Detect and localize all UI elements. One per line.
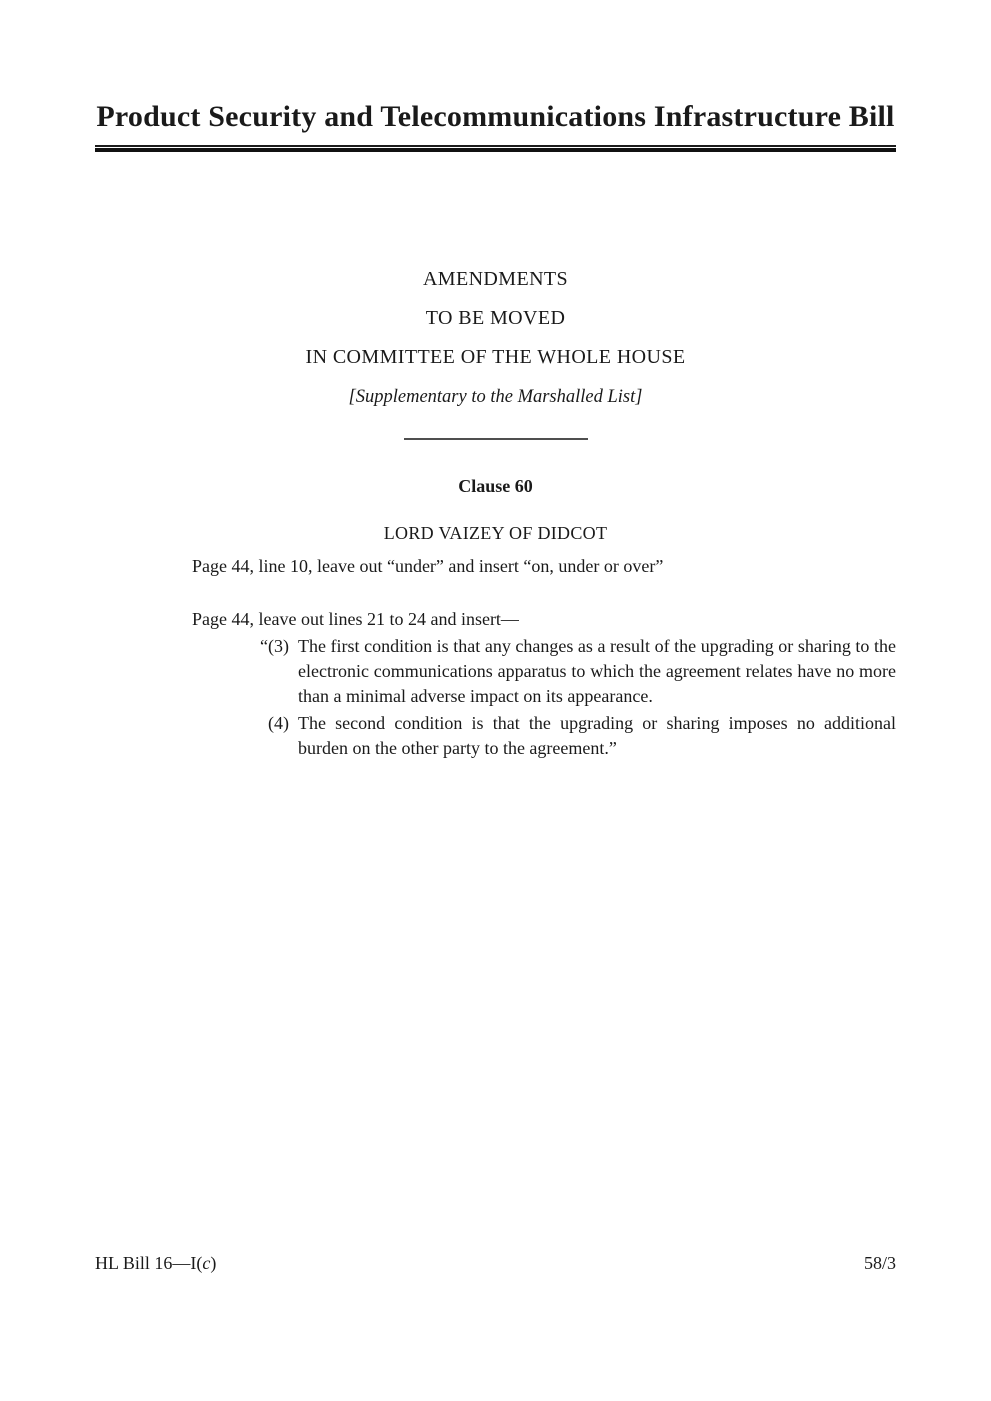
heading-line-committee: IN COMMITTEE OF THE WHOLE HOUSE <box>305 345 686 368</box>
page-footer <box>95 1253 896 1274</box>
heading-line-amendments: AMENDMENTS <box>422 267 569 290</box>
footer-page-ref: 58/3 <box>863 1253 896 1273</box>
clause-section <box>95 476 896 761</box>
subsection-4-text: The second condition is that the upgrading or sharing imposes no additional burden on the other party to the agreement.” <box>298 712 896 758</box>
section-divider <box>404 438 588 440</box>
heading-line-to-be-moved: TO BE MOVED <box>425 306 566 329</box>
clause-heading: Clause 60 <box>458 475 533 496</box>
subsection-4 <box>243 711 896 761</box>
page-content <box>0 98 991 761</box>
marshalled-list-note: [Supplementary to the Marshalled List] <box>348 386 643 407</box>
footer-bill-number-pre: HL Bill 16—I( <box>95 1253 203 1273</box>
title-rule <box>95 145 896 152</box>
amendments-heading-block <box>95 268 896 440</box>
footer-bill-number-post: ) <box>210 1253 217 1273</box>
mover-name: LORD VAIZEY OF DIDCOT <box>383 522 608 543</box>
bill-title: Product Security and Telecommunications Infrastructure Bill <box>96 100 895 133</box>
footer-bill-number-italic: c <box>202 1253 211 1273</box>
subsection-3 <box>243 634 896 709</box>
subsection-3-number: “(3) <box>260 635 289 656</box>
amendment-1-text: Page 44, line 10, leave out “under” and insert “on, under or over” <box>192 555 664 576</box>
amendment-2-intro: Page 44, leave out lines 21 to 24 and insert— <box>192 608 519 629</box>
subsection-4-number: (4) <box>268 712 289 733</box>
footer-bill-number <box>95 1253 216 1274</box>
subsection-3-text: The first condition is that any changes as a result of the upgrading or sharing to the electronic communications apparatus to which the agreement relates have no more than a minimal adverse impact on its appearance. <box>298 635 896 706</box>
